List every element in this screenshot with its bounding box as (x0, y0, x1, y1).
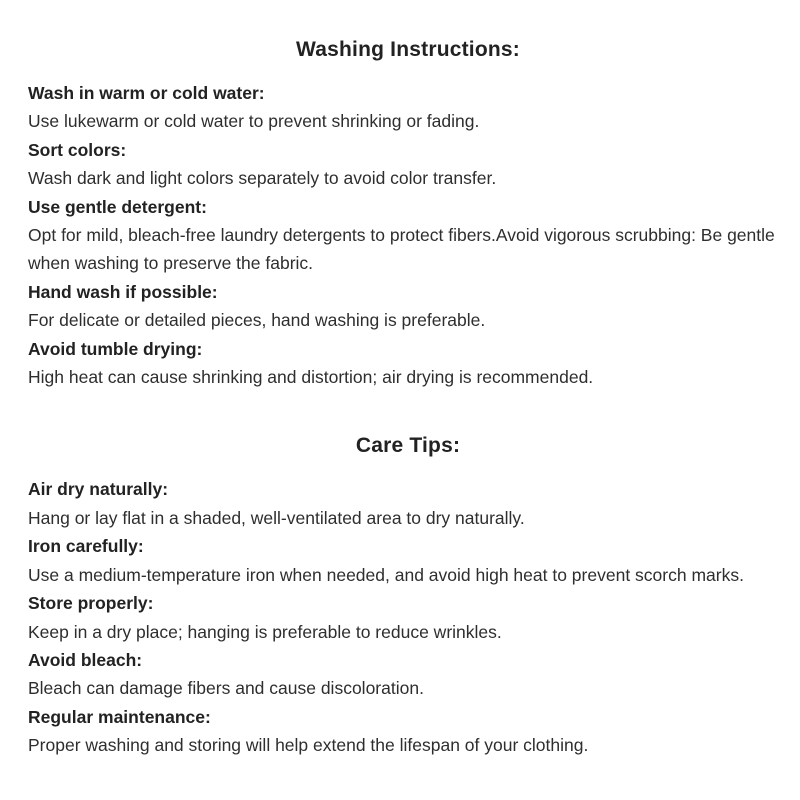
item-body: Hang or lay flat in a shaded, well-ventilated area to dry naturally. (28, 507, 525, 528)
item-body: Opt for mild, bleach-free laundry detergents to protect fibers.Avoid vigorous scrubbing: Be gentle when washing to preserve the fabric. (28, 225, 775, 274)
item-heading: Sort colors: (28, 139, 127, 160)
item-body: Wash dark and light colors separately to avoid color transfer. (28, 168, 497, 189)
care-tips-list (28, 475, 788, 759)
item-body: Proper washing and storing will help extend the lifespan of your clothing. (28, 735, 589, 756)
item-body: Use lukewarm or cold water to prevent shrinking or fading. (28, 111, 480, 132)
item-heading: Avoid tumble drying: (28, 338, 203, 359)
item-body: Keep in a dry place; hanging is preferable to reduce wrinkles. (28, 621, 502, 642)
item-heading: Air dry naturally: (28, 479, 169, 500)
washing-instructions-title: Washing Instructions: (296, 38, 520, 61)
item-body: Bleach can damage fibers and cause discoloration. (28, 678, 424, 699)
item-heading: Regular maintenance: (28, 706, 211, 727)
item-body: Use a medium-temperature iron when needed, and avoid high heat to prevent scorch marks. (28, 564, 744, 585)
item-heading: Hand wash if possible: (28, 281, 218, 302)
item-heading: Iron carefully: (28, 536, 144, 557)
item-body: High heat can cause shrinking and distortion; air drying is recommended. (28, 367, 594, 388)
item-heading: Avoid bleach: (28, 649, 143, 670)
item-heading: Wash in warm or cold water: (28, 83, 265, 103)
washing-instructions-list (28, 79, 788, 391)
item-body: For delicate or detailed pieces, hand washing is preferable. (28, 310, 486, 331)
item-heading: Use gentle detergent: (28, 196, 207, 217)
care-tips-title: Care Tips: (355, 434, 461, 458)
item-heading: Store properly: (28, 593, 154, 614)
